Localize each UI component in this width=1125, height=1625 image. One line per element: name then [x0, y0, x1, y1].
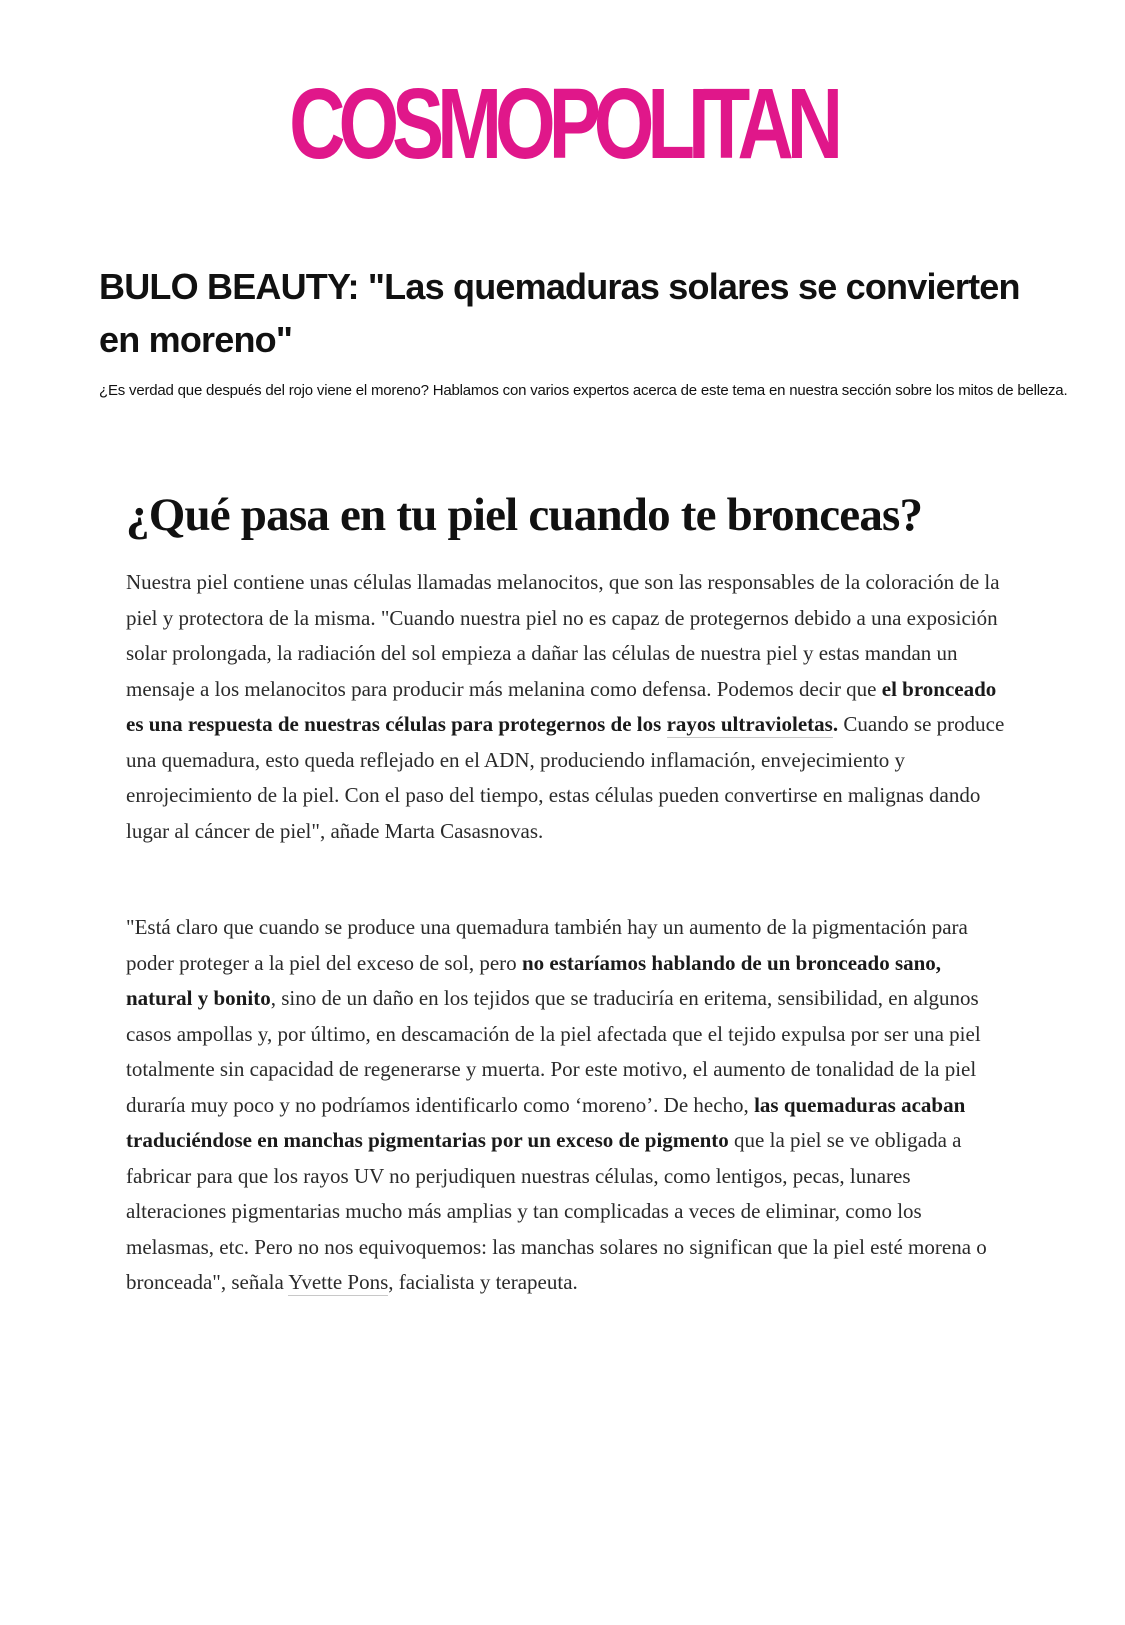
paragraph-text: , facialista y terapeuta. — [388, 1270, 578, 1294]
link-yvette-pons[interactable]: Yvette Pons — [288, 1270, 389, 1294]
article-headline: BULO BEAUTY: "Las quemaduras solares se convierten en moreno" — [99, 266, 1020, 360]
bold-text-part: el bronceado es una respuesta de nuestras células para protegernos de los — [126, 676, 997, 736]
paragraph-text: Cuando se produce una quemadura, esto queda reflejado en el ADN, produciendo inflamación, envejecimiento y enrojecimiento de la piel. Con el paso del tiempo, estas células pueden convertirse en malignas dando lugar al cáncer de piel", añade Marta Casasnovas. — [126, 712, 1005, 843]
paragraph-text: "Está claro que cuando se produce una quemadura también hay un aumento de la pigmentación para poder proteger a la piel del exceso de sol, pero — [126, 915, 968, 975]
bold-text: las quemaduras acaban traduciéndose en manchas pigmentarias por un exceso de pigmento — [126, 1092, 966, 1152]
body-paragraph-2 — [126, 910, 1006, 1301]
site-header — [0, 68, 1125, 180]
bold-text: no estaríamos hablando de un bronceado sano, natural y bonito — [126, 950, 942, 1010]
paragraph-text: Nuestra piel contiene unas células llamadas melanocitos, que son las responsables de la coloración de la piel y protectora de la misma. "Cuando nuestra piel no es capaz de protegernos debido a una exposición solar prolongada, la radiación del sol empieza a dañar las células de nuestra piel y estas mandan un mensaje a los melanocitos para producir más melanina como defensa. Podemos decir que — [126, 570, 1000, 701]
link-rayos-ultravioletas[interactable]: rayos ultravioletas — [666, 712, 833, 736]
bold-text-end: . — [832, 712, 839, 736]
section-heading: ¿Qué pasa en tu piel cuando te bronceas? — [126, 489, 923, 541]
paragraph-text: , sino de un daño en los tejidos que se traduciría en eritema, sensibilidad, en algunos casos ampollas y, por último, en descamación de la piel afectada que el tejido expulsa por ser una piel totalmente sin capacidad de regenerarse y muerta. Por este motivo, el aumento de tonalidad de la piel duraría muy poco y no podríamos identificarlo como ‘moreno’. De hecho, — [126, 986, 981, 1117]
article-dek: ¿Es verdad que después del rojo viene el moreno? Hablamos con varios expertos acerca de este tema en nuestra sección sobre los mitos de belleza. — [99, 382, 1068, 399]
body-paragraph-1 — [126, 565, 1006, 849]
paragraph-text: que la piel se ve obligada a fabricar para que los rayos UV no perjudiquen nuestras células, como lentigos, pecas, lunares alteraciones pigmentarias mucho más amplias y tan complicadas a veces de eliminar, como los melasmas, etc. Pero no nos equivoquemos: las manchas solares no significan que la piel esté morena o bronceada", señala — [126, 1128, 987, 1294]
cosmopolitan-logo[interactable]: COSMOPOLITAN — [289, 68, 836, 180]
